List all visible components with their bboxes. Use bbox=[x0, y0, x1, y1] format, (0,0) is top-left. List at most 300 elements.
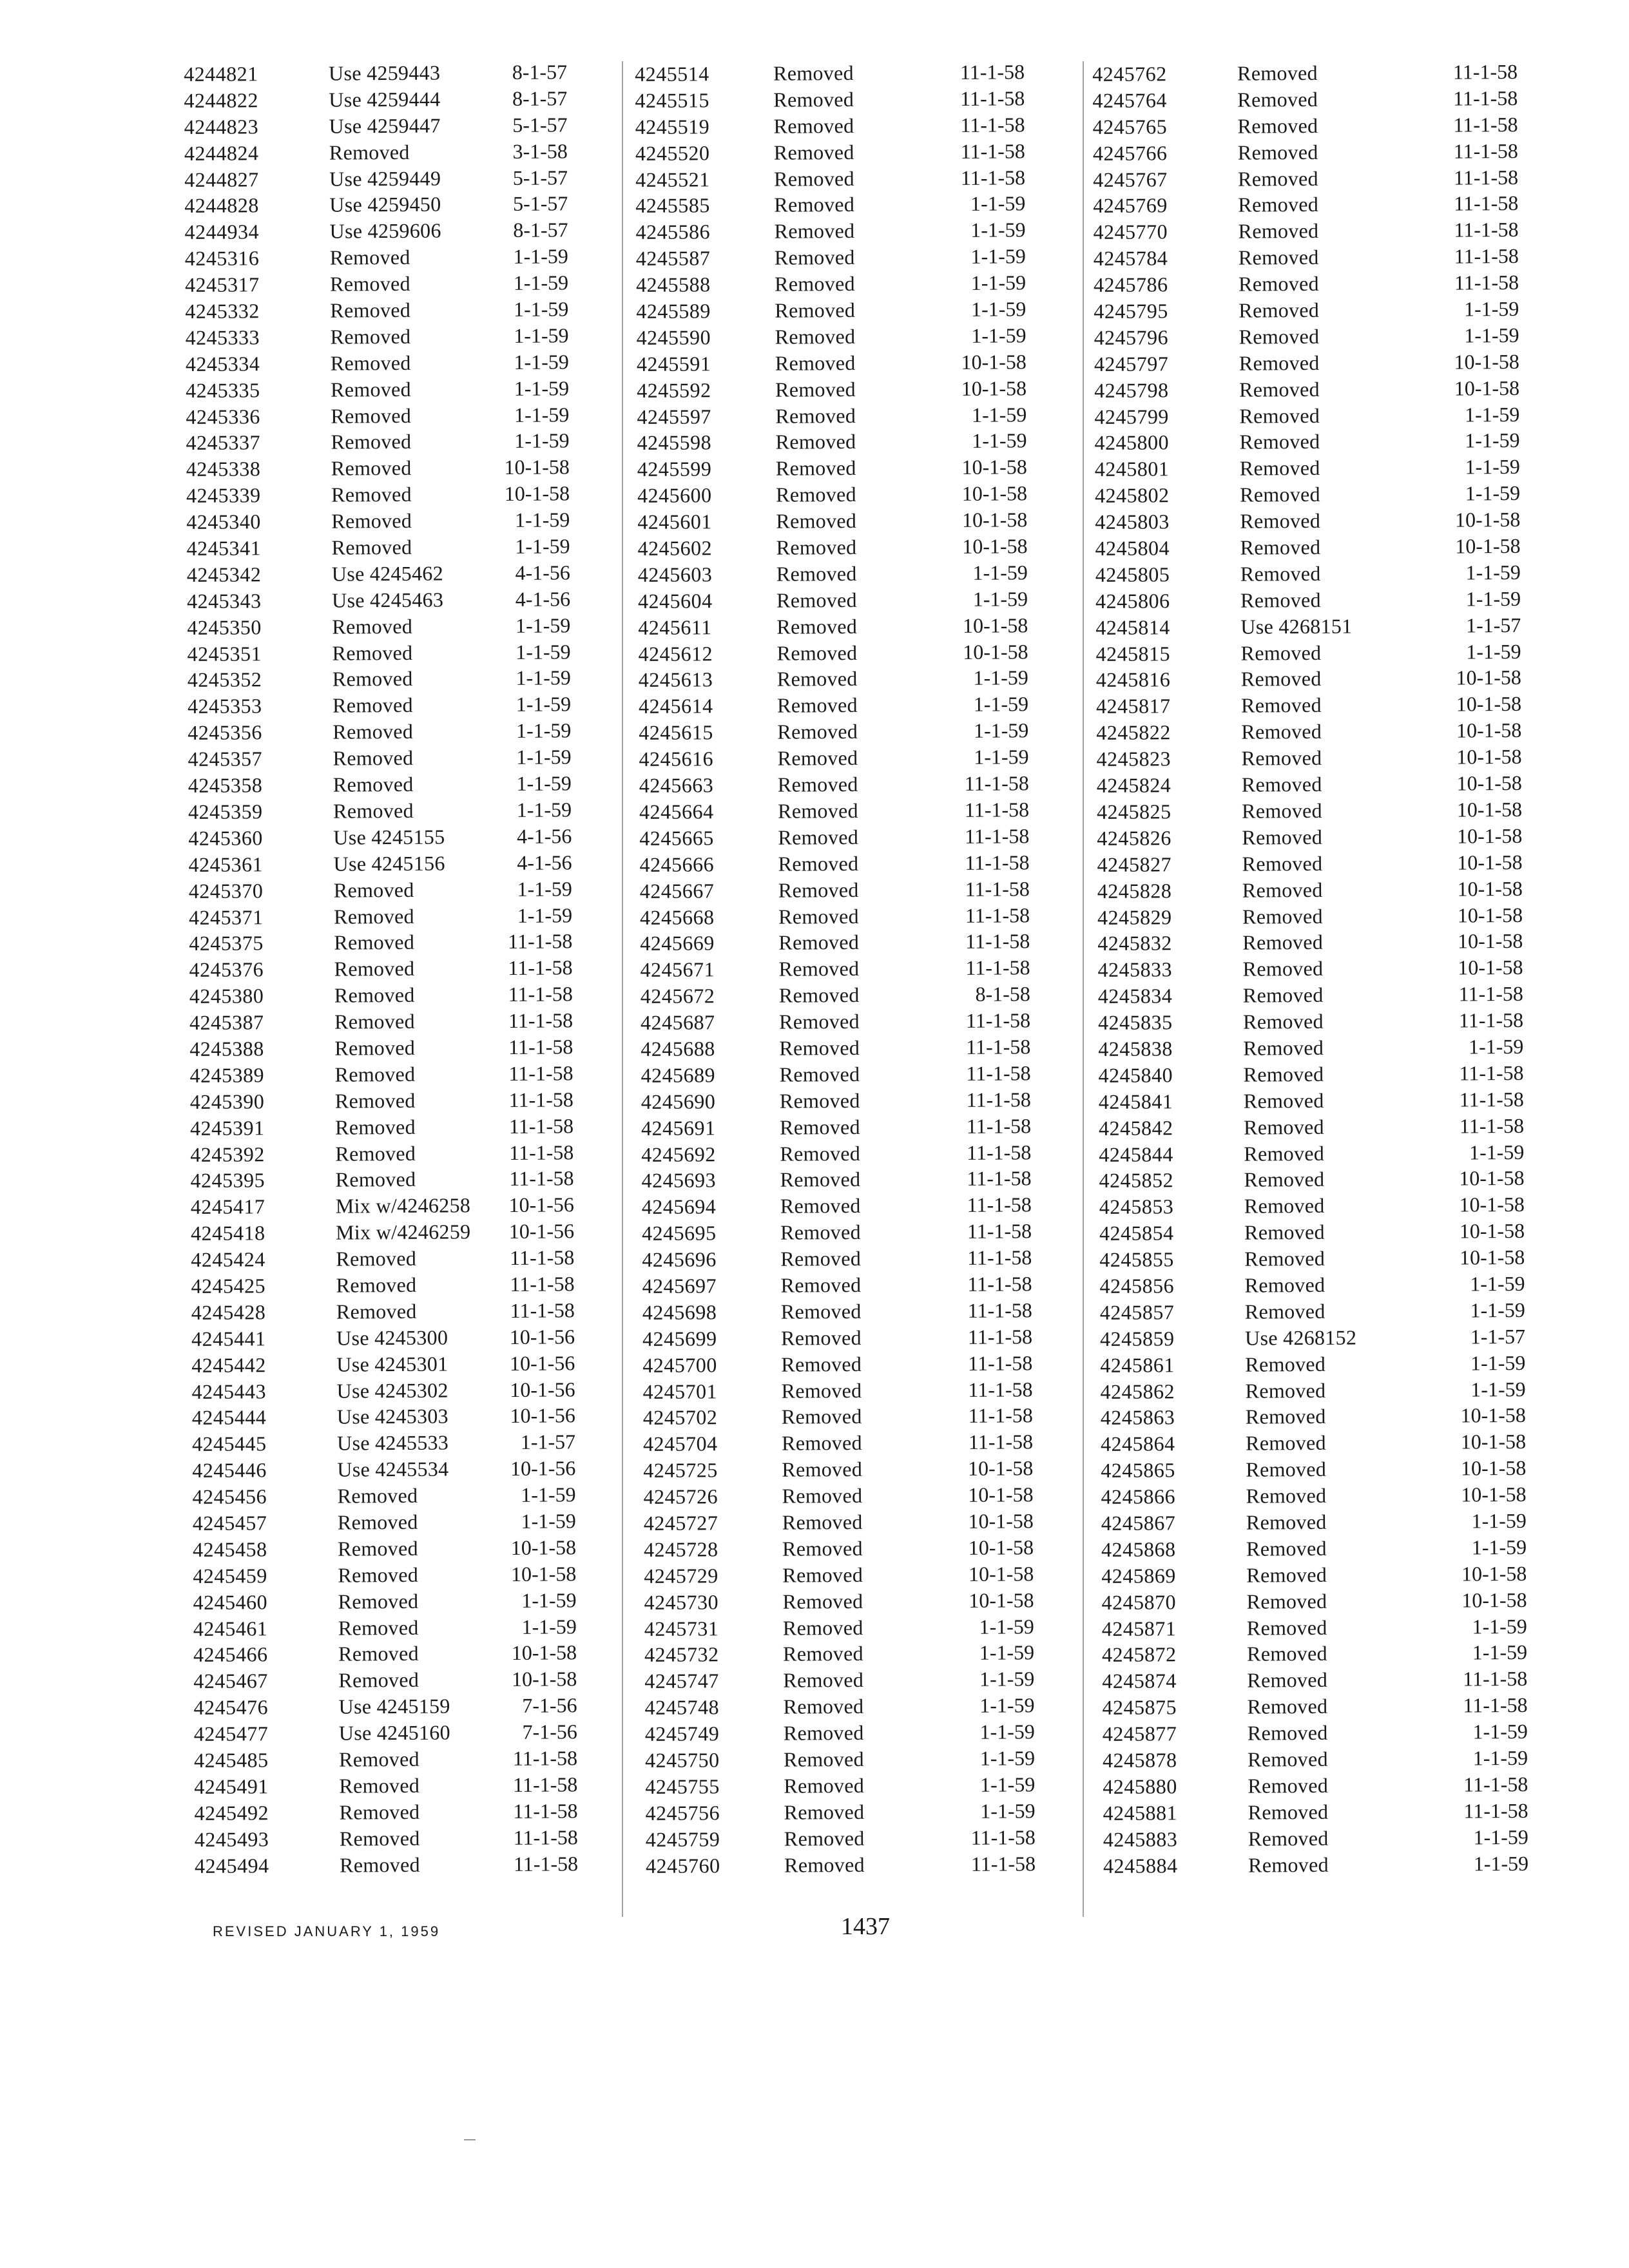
effective-date: 10-1-58 bbox=[968, 1535, 1034, 1559]
effective-date: 11-1-58 bbox=[510, 1298, 575, 1322]
status-text: Use 4245301 bbox=[336, 1352, 448, 1376]
status-text: Removed bbox=[779, 1088, 860, 1113]
status-text: Use 4259450 bbox=[329, 193, 441, 217]
effective-date: 1-1-59 bbox=[1473, 1825, 1528, 1849]
effective-date: 1-1-59 bbox=[521, 1483, 576, 1506]
status-text: Removed bbox=[1246, 1562, 1327, 1587]
status-text: Use 4245302 bbox=[336, 1378, 448, 1403]
effective-date: 1-1-59 bbox=[979, 1640, 1035, 1665]
part-number: 4245428 bbox=[191, 1300, 266, 1324]
effective-date: 11-1-58 bbox=[1454, 271, 1519, 294]
status-text: Removed bbox=[1242, 878, 1323, 902]
status-text: Removed bbox=[1242, 983, 1324, 1007]
status-text: Removed bbox=[1246, 1642, 1327, 1666]
part-number: 4245854 bbox=[1099, 1221, 1174, 1245]
part-number: 4245833 bbox=[1097, 957, 1173, 982]
status-text: Removed bbox=[776, 640, 858, 665]
status-text: Removed bbox=[782, 1483, 863, 1508]
part-number: 4245424 bbox=[191, 1247, 265, 1272]
effective-date: 11-1-58 bbox=[960, 165, 1026, 189]
status-text: Removed bbox=[1248, 1826, 1329, 1850]
effective-date: 1-1-57 bbox=[520, 1430, 576, 1454]
status-text: Removed bbox=[332, 667, 413, 691]
status-text: Removed bbox=[336, 1273, 417, 1297]
part-number: 4245336 bbox=[186, 404, 260, 428]
status-text: Removed bbox=[782, 1510, 863, 1534]
status-text: Removed bbox=[778, 798, 858, 823]
effective-date: 1-1-59 bbox=[972, 587, 1028, 611]
effective-date: 1-1-59 bbox=[979, 1693, 1035, 1717]
effective-date: 11-1-58 bbox=[966, 1088, 1031, 1111]
status-text: Removed bbox=[1242, 798, 1322, 823]
status-text: Removed bbox=[329, 140, 410, 164]
part-number: 4245494 bbox=[194, 1853, 269, 1878]
part-number: 4245590 bbox=[636, 325, 711, 349]
status-text: Removed bbox=[775, 298, 856, 322]
part-number: 4245457 bbox=[192, 1511, 267, 1535]
status-text: Removed bbox=[773, 61, 854, 85]
status-text: Removed bbox=[1245, 1352, 1326, 1376]
effective-date: 1-1-59 bbox=[514, 350, 569, 374]
part-number: 4245870 bbox=[1101, 1590, 1177, 1614]
part-number: 4245866 bbox=[1101, 1485, 1176, 1509]
effective-date: 11-1-58 bbox=[508, 1008, 574, 1033]
part-number: 4245446 bbox=[192, 1458, 267, 1483]
effective-date: 1-1-59 bbox=[514, 376, 570, 400]
effective-date: 11-1-58 bbox=[970, 1851, 1036, 1876]
effective-date: 5-1-57 bbox=[512, 165, 568, 189]
part-number: 4245476 bbox=[193, 1695, 269, 1720]
status-text: Removed bbox=[776, 588, 857, 612]
effective-date: 10-1-58 bbox=[1454, 349, 1519, 374]
status-text: Use 4245156 bbox=[333, 851, 445, 876]
effective-date: 11-1-58 bbox=[1453, 165, 1519, 189]
effective-date: 1-1-59 bbox=[513, 271, 569, 295]
effective-date: 11-1-58 bbox=[959, 60, 1025, 84]
status-text: Removed bbox=[777, 693, 858, 718]
part-number: 4245356 bbox=[188, 720, 262, 745]
effective-date: 10-1-58 bbox=[961, 350, 1027, 374]
status-text: Removed bbox=[334, 957, 415, 981]
status-text: Removed bbox=[778, 957, 860, 981]
effective-date: 11-1-58 bbox=[508, 1088, 574, 1111]
status-text: Removed bbox=[337, 1536, 418, 1561]
status-text: Removed bbox=[781, 1431, 862, 1455]
status-text: Removed bbox=[778, 851, 859, 876]
effective-date: 11-1-58 bbox=[967, 1219, 1032, 1244]
effective-date: 1-1-59 bbox=[1469, 1140, 1525, 1164]
status-text: Removed bbox=[779, 1009, 860, 1033]
status-text: Use 4245534 bbox=[337, 1457, 449, 1481]
status-text: Removed bbox=[331, 483, 412, 506]
effective-date: 1-1-59 bbox=[1470, 1298, 1525, 1322]
effective-date: 10-1-58 bbox=[504, 455, 570, 479]
status-text: Use 4245159 bbox=[338, 1694, 450, 1718]
status-text: Removed bbox=[1248, 1800, 1329, 1824]
effective-date: 10-1-58 bbox=[1456, 771, 1522, 795]
effective-date: 11-1-58 bbox=[964, 798, 1030, 822]
status-text: Mix w/4246259 bbox=[335, 1220, 471, 1244]
part-number: 4245477 bbox=[193, 1722, 269, 1746]
status-text: Use 4245533 bbox=[336, 1430, 449, 1455]
effective-date: 10-1-58 bbox=[961, 455, 1027, 479]
status-text: Use 4245155 bbox=[333, 825, 445, 849]
part-number: 4245461 bbox=[193, 1616, 268, 1640]
part-number: 4245425 bbox=[191, 1274, 266, 1298]
status-text: Removed bbox=[338, 1642, 419, 1666]
effective-date: 11-1-58 bbox=[970, 1825, 1036, 1849]
part-number: 4245616 bbox=[639, 747, 714, 771]
status-text: Removed bbox=[776, 614, 858, 639]
status-text: Removed bbox=[784, 1773, 865, 1798]
part-number: 4245358 bbox=[188, 773, 263, 798]
part-number: 4245868 bbox=[1101, 1537, 1176, 1561]
status-text: Removed bbox=[1247, 1720, 1328, 1745]
part-number: 4245805 bbox=[1095, 562, 1170, 586]
status-text: Removed bbox=[776, 561, 857, 586]
status-text: Use 4245463 bbox=[332, 588, 444, 612]
part-number: 4245804 bbox=[1095, 536, 1170, 561]
status-text: Removed bbox=[332, 614, 413, 639]
part-number: 4245371 bbox=[189, 905, 264, 929]
effective-date: 10-1-58 bbox=[1457, 903, 1523, 927]
part-number: 4244822 bbox=[184, 88, 258, 112]
status-text: Removed bbox=[781, 1378, 862, 1403]
part-number: 4245829 bbox=[1097, 905, 1172, 929]
status-text: Removed bbox=[773, 140, 854, 164]
effective-date: 1-1-59 bbox=[1464, 323, 1519, 347]
parts-column-1 bbox=[184, 60, 579, 1879]
status-text: Removed bbox=[777, 746, 858, 770]
status-text: Removed bbox=[774, 166, 854, 191]
effective-date: 10-1-58 bbox=[510, 1535, 577, 1559]
status-text: Removed bbox=[334, 1115, 416, 1139]
effective-date: 1-1-59 bbox=[516, 771, 572, 795]
effective-date: 11-1-58 bbox=[508, 1061, 574, 1085]
part-number: 4245672 bbox=[640, 984, 715, 1008]
part-number: 4245604 bbox=[638, 589, 713, 613]
status-text: Use 4259443 bbox=[329, 61, 441, 85]
part-number: 4245867 bbox=[1101, 1511, 1176, 1535]
effective-date: 10-1-58 bbox=[1459, 1245, 1525, 1269]
column-divider bbox=[1083, 61, 1084, 1917]
part-number: 4245333 bbox=[185, 325, 260, 349]
effective-date: 1-1-59 bbox=[521, 1509, 576, 1533]
effective-date: 11-1-58 bbox=[512, 1746, 578, 1770]
status-text: Removed bbox=[1242, 851, 1323, 876]
status-text: Removed bbox=[1240, 640, 1322, 665]
effective-date: 1-1-59 bbox=[1465, 586, 1521, 611]
effective-date: 7-1-56 bbox=[522, 1720, 577, 1744]
status-text: Removed bbox=[333, 720, 414, 744]
part-number: 4245688 bbox=[641, 1037, 715, 1061]
status-text: Removed bbox=[776, 667, 858, 691]
effective-date: 11-1-58 bbox=[508, 1035, 574, 1059]
part-number: 4245796 bbox=[1094, 325, 1169, 349]
part-number: 4245869 bbox=[1101, 1564, 1176, 1588]
effective-date: 1-1-59 bbox=[974, 745, 1029, 769]
effective-date: 1-1-59 bbox=[514, 323, 569, 347]
status-text: Removed bbox=[1246, 1483, 1327, 1508]
effective-date: 10-1-58 bbox=[1459, 1166, 1525, 1190]
part-number: 4245519 bbox=[635, 115, 710, 139]
status-text: Removed bbox=[1241, 772, 1322, 796]
part-number: 4245663 bbox=[639, 773, 714, 798]
status-text: Removed bbox=[330, 324, 411, 349]
status-text: Removed bbox=[780, 1325, 862, 1350]
effective-date: 1-1-59 bbox=[521, 1588, 577, 1612]
status-text: Removed bbox=[780, 1141, 861, 1166]
effective-date: 1-1-59 bbox=[514, 428, 570, 453]
effective-date: 1-1-59 bbox=[521, 1614, 577, 1639]
status-text: Removed bbox=[783, 1668, 864, 1692]
part-number: 4245491 bbox=[194, 1774, 269, 1798]
part-number: 4245874 bbox=[1102, 1669, 1177, 1693]
part-number: 4245418 bbox=[191, 1221, 265, 1245]
status-text: Use 4245462 bbox=[331, 561, 444, 586]
effective-date: 4-1-56 bbox=[516, 824, 572, 848]
status-text: Removed bbox=[339, 1826, 420, 1850]
status-text: Removed bbox=[776, 535, 857, 559]
status-text: Removed bbox=[338, 1747, 419, 1771]
part-number: 4245697 bbox=[642, 1274, 717, 1298]
part-number: 4245803 bbox=[1095, 510, 1170, 534]
effective-date: 1-1-59 bbox=[515, 613, 571, 637]
status-text: Removed bbox=[775, 403, 856, 428]
effective-date: 11-1-58 bbox=[1454, 244, 1519, 268]
status-text: Removed bbox=[1244, 1273, 1325, 1297]
status-text: Removed bbox=[780, 1299, 862, 1323]
part-number: 4245335 bbox=[186, 378, 260, 402]
effective-date: 10-1-56 bbox=[508, 1193, 574, 1217]
status-text: Removed bbox=[334, 1035, 416, 1060]
effective-date: 10-1-58 bbox=[1456, 797, 1523, 822]
status-text: Removed bbox=[1246, 1615, 1327, 1640]
effective-date: 11-1-58 bbox=[960, 86, 1025, 110]
effective-date: 1-1-59 bbox=[1465, 455, 1520, 479]
part-number: 4245592 bbox=[637, 378, 711, 402]
effective-date: 8-1-57 bbox=[512, 60, 568, 84]
status-text: Removed bbox=[1238, 193, 1319, 217]
effective-date: 11-1-58 bbox=[1453, 86, 1518, 110]
part-number: 4245586 bbox=[635, 220, 711, 244]
status-text: Removed bbox=[1239, 377, 1320, 401]
status-text: Removed bbox=[773, 87, 854, 111]
effective-date: 1-1-59 bbox=[973, 718, 1029, 743]
status-text: Removed bbox=[335, 1141, 416, 1166]
effective-date: 7-1-56 bbox=[522, 1693, 577, 1718]
part-number: 4245514 bbox=[635, 62, 709, 86]
column-divider bbox=[622, 61, 623, 1917]
part-number: 4245750 bbox=[644, 1748, 720, 1772]
part-number: 4245760 bbox=[645, 1853, 720, 1878]
part-number: 4245458 bbox=[193, 1537, 267, 1561]
status-text: Removed bbox=[334, 1088, 416, 1113]
part-number: 4245342 bbox=[186, 562, 262, 586]
part-number: 4245666 bbox=[639, 852, 715, 876]
part-number: 4245769 bbox=[1093, 193, 1168, 218]
part-number: 4245698 bbox=[642, 1300, 717, 1324]
status-text: Removed bbox=[333, 745, 414, 770]
part-number: 4245441 bbox=[191, 1327, 266, 1350]
effective-date: 8-1-57 bbox=[512, 86, 568, 110]
part-number: 4245597 bbox=[637, 404, 711, 428]
part-number: 4245795 bbox=[1094, 299, 1168, 323]
status-text: Removed bbox=[1240, 588, 1321, 612]
part-number: 4245824 bbox=[1096, 773, 1171, 798]
part-number: 4245729 bbox=[644, 1564, 718, 1588]
part-number: 4245360 bbox=[188, 826, 263, 850]
status-text: Removed bbox=[1239, 403, 1320, 428]
part-number: 4245702 bbox=[642, 1405, 718, 1430]
status-text: Removed bbox=[1240, 667, 1322, 691]
effective-date: 10-1-58 bbox=[1459, 1193, 1525, 1216]
status-text: Removed bbox=[773, 113, 854, 138]
status-text: Removed bbox=[1237, 61, 1318, 85]
effective-date: 1-1-59 bbox=[1473, 1851, 1529, 1875]
part-number: 4245784 bbox=[1093, 246, 1168, 271]
status-text: Use 4245303 bbox=[336, 1404, 449, 1429]
status-text: Removed bbox=[774, 219, 855, 244]
effective-date: 1-1-59 bbox=[971, 323, 1027, 347]
status-text: Removed bbox=[782, 1642, 863, 1666]
effective-date: 1-1-59 bbox=[1468, 1034, 1524, 1059]
effective-date: 10-1-58 bbox=[969, 1588, 1034, 1612]
part-number: 4245390 bbox=[189, 1089, 265, 1113]
part-number: 4245694 bbox=[641, 1195, 717, 1219]
effective-date: 4-1-56 bbox=[515, 561, 570, 584]
part-number: 4245692 bbox=[641, 1142, 716, 1166]
part-number: 4245842 bbox=[1099, 1115, 1173, 1140]
status-text: Removed bbox=[783, 1695, 864, 1718]
part-number: 4245695 bbox=[642, 1221, 717, 1245]
status-text: Removed bbox=[777, 772, 858, 796]
effective-date: 1-1-59 bbox=[1465, 481, 1521, 505]
part-number: 4245814 bbox=[1095, 615, 1170, 639]
part-number: 4245817 bbox=[1096, 694, 1171, 718]
part-number: 4245340 bbox=[186, 510, 261, 534]
effective-date: 10-1-58 bbox=[1460, 1403, 1526, 1427]
effective-date: 1-1-59 bbox=[1471, 1535, 1527, 1559]
part-number: 4245370 bbox=[188, 878, 264, 903]
effective-date: 11-1-58 bbox=[965, 903, 1030, 927]
status-text: Removed bbox=[1239, 324, 1320, 349]
part-number: 4245467 bbox=[193, 1669, 268, 1693]
status-text: Removed bbox=[1241, 693, 1322, 717]
status-text: Removed bbox=[333, 693, 413, 717]
effective-date: 1-1-59 bbox=[1465, 428, 1520, 452]
part-number: 4245884 bbox=[1103, 1853, 1178, 1878]
effective-date: 10-1-58 bbox=[511, 1667, 577, 1691]
stray-mark bbox=[464, 2139, 476, 2140]
status-text: Removed bbox=[776, 483, 856, 506]
part-number: 4244824 bbox=[184, 140, 259, 165]
part-number: 4245665 bbox=[639, 826, 714, 850]
status-text: Removed bbox=[778, 930, 860, 955]
part-number: 4245766 bbox=[1092, 140, 1168, 165]
status-text: Removed bbox=[780, 1168, 861, 1192]
status-text: Removed bbox=[779, 1115, 860, 1139]
effective-date: 1-1-59 bbox=[1463, 296, 1519, 321]
part-number: 4245612 bbox=[638, 641, 713, 666]
effective-date: 11-1-58 bbox=[513, 1851, 579, 1876]
part-number: 4245816 bbox=[1095, 668, 1171, 692]
status-text: Use 4245160 bbox=[338, 1720, 451, 1745]
status-text: Removed bbox=[336, 1246, 417, 1271]
status-text: Removed bbox=[781, 1352, 862, 1376]
part-number: 4245521 bbox=[635, 167, 710, 191]
status-text: Removed bbox=[777, 720, 858, 744]
part-number: 4245352 bbox=[187, 668, 262, 692]
effective-date: 11-1-58 bbox=[1459, 1113, 1525, 1138]
status-text: Removed bbox=[1240, 483, 1320, 506]
effective-date: 10-1-58 bbox=[1457, 876, 1523, 901]
part-number: 4245864 bbox=[1101, 1432, 1175, 1456]
effective-date: 11-1-58 bbox=[965, 876, 1030, 901]
effective-date: 1-1-59 bbox=[979, 1614, 1034, 1639]
effective-date: 10-1-58 bbox=[967, 1456, 1034, 1481]
part-number: 4245466 bbox=[193, 1642, 268, 1667]
part-number: 4245380 bbox=[189, 984, 264, 1008]
part-number: 4245802 bbox=[1095, 483, 1170, 508]
effective-date: 11-1-58 bbox=[508, 929, 573, 954]
status-text: Use 4259449 bbox=[329, 166, 441, 191]
status-text: Use 4245300 bbox=[336, 1325, 448, 1350]
effective-date: 11-1-58 bbox=[965, 956, 1030, 980]
part-number: 4245756 bbox=[645, 1801, 720, 1825]
status-text: Removed bbox=[775, 272, 855, 296]
part-number: 4245859 bbox=[1100, 1327, 1175, 1350]
status-text: Removed bbox=[778, 904, 859, 928]
effective-date: 11-1-58 bbox=[1463, 1798, 1528, 1823]
effective-date: 5-1-57 bbox=[512, 113, 568, 137]
part-number: 4245840 bbox=[1098, 1063, 1173, 1087]
part-number: 4245853 bbox=[1099, 1195, 1174, 1219]
effective-date: 1-1-57 bbox=[1465, 613, 1521, 637]
status-text: Removed bbox=[331, 456, 412, 480]
effective-date: 10-1-58 bbox=[961, 376, 1027, 400]
part-number: 4245687 bbox=[641, 1010, 715, 1035]
part-number: 4245359 bbox=[188, 800, 263, 823]
status-text: Removed bbox=[1244, 1246, 1325, 1271]
effective-date: 11-1-58 bbox=[960, 139, 1025, 163]
status-text: Removed bbox=[782, 1615, 863, 1640]
effective-date: 11-1-58 bbox=[1463, 1693, 1528, 1717]
effective-date: 1-1-59 bbox=[1471, 1508, 1527, 1533]
part-number: 4245337 bbox=[186, 430, 261, 455]
part-number: 4245749 bbox=[644, 1722, 720, 1746]
effective-date: 11-1-58 bbox=[1454, 191, 1519, 216]
part-number: 4245699 bbox=[642, 1327, 717, 1350]
part-number: 4245770 bbox=[1093, 220, 1168, 244]
status-text: Removed bbox=[1241, 720, 1322, 744]
effective-date: 11-1-58 bbox=[1463, 1772, 1528, 1796]
status-text: Removed bbox=[332, 640, 413, 665]
part-number: 4245600 bbox=[637, 483, 712, 508]
effective-date: 11-1-58 bbox=[967, 1166, 1032, 1191]
status-text: Removed bbox=[784, 1826, 865, 1850]
part-number: 4245815 bbox=[1095, 641, 1171, 666]
effective-date: 1-1-59 bbox=[513, 244, 568, 269]
status-text: Removed bbox=[778, 983, 860, 1007]
status-text: Removed bbox=[339, 1773, 420, 1798]
effective-date: 10-1-58 bbox=[1460, 1430, 1527, 1454]
status-text: Removed bbox=[334, 1062, 416, 1086]
effective-date: 1-1-59 bbox=[1466, 639, 1521, 664]
effective-date: 11-1-58 bbox=[968, 1403, 1033, 1428]
effective-date: 1-1-59 bbox=[973, 666, 1028, 690]
effective-date: 1-1-59 bbox=[970, 297, 1027, 321]
